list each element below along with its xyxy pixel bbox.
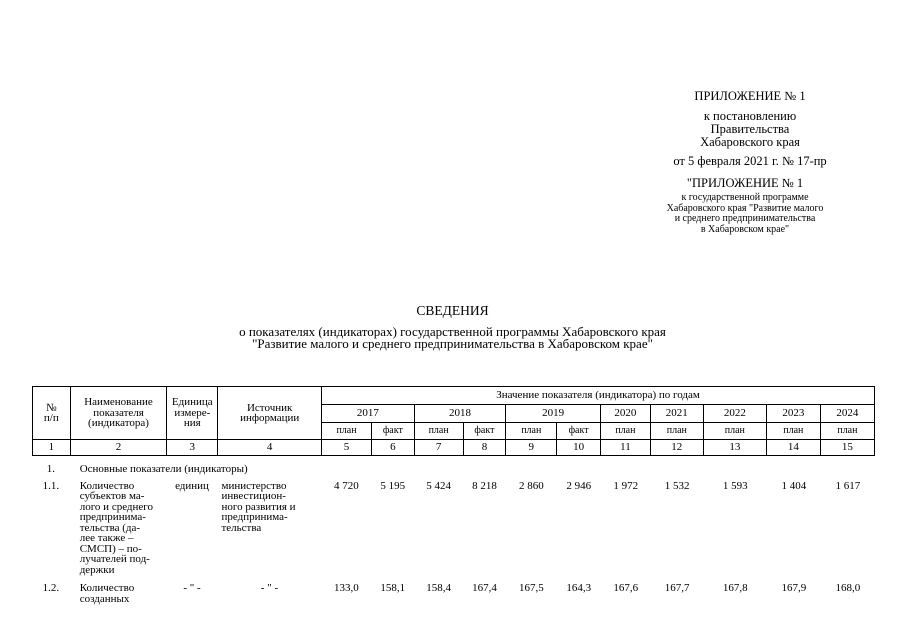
- document-heading: [200, 305, 705, 351]
- row-value: 1 617: [835, 479, 861, 492]
- row-name-line: тельства (да-: [79, 521, 141, 534]
- row-source: - " -: [260, 582, 279, 594]
- program-appendix-title: "ПРИЛОЖЕНИЕ № 1: [686, 176, 804, 190]
- row-source-line: предпринима-: [221, 511, 288, 523]
- header-plan: план: [600, 423, 650, 440]
- header-year: 2021: [650, 405, 703, 423]
- header-year: 2024: [820, 405, 874, 423]
- row-name-line: предпринима-: [79, 511, 146, 523]
- column-number: 11: [600, 440, 650, 456]
- header-plan: план: [766, 423, 820, 440]
- column-number: 10: [557, 440, 601, 456]
- indicators-table-header: [32, 386, 875, 456]
- column-number: 6: [371, 440, 414, 456]
- header-name-line: показателя: [93, 406, 144, 419]
- row-value: 167,4: [472, 582, 497, 594]
- row-name-line: лее также –: [79, 532, 134, 544]
- column-number: 9: [506, 440, 557, 456]
- row-name-line: СМСП) – по-: [79, 542, 142, 555]
- row-value: 158,4: [426, 582, 452, 594]
- header-unit-line: измере-: [174, 406, 211, 419]
- row-name-line: субъектов ма-: [79, 490, 145, 502]
- appendix-title: ПРИЛОЖЕНИЕ № 1: [694, 89, 806, 103]
- header-plan: план: [820, 423, 874, 440]
- header-year: 2022: [703, 405, 766, 423]
- section-row: [32, 464, 875, 481]
- header-year: 2017: [322, 405, 415, 423]
- table-row: [32, 481, 875, 576]
- appendix-date: от 5 февраля 2021 г. № 17-пр: [673, 154, 827, 168]
- header-values-group: Значение показателя (индикатора) по годам: [322, 387, 875, 405]
- header-plan: план: [650, 423, 703, 440]
- column-number: 3: [167, 440, 218, 456]
- header-plan: план: [703, 423, 766, 440]
- row-source-line: инвестицион-: [221, 490, 286, 502]
- row-unit: - " -: [183, 582, 201, 594]
- row-source: [217, 481, 321, 576]
- program-appendix-line: и среднего предпринимательства: [674, 213, 816, 224]
- header-name-line: (индикатора): [88, 417, 149, 430]
- row-name: [70, 583, 167, 604]
- column-number: 13: [703, 440, 766, 456]
- header-plan: план: [506, 423, 557, 440]
- header-source: [218, 387, 322, 440]
- document-title: СВЕДЕНИЯ: [416, 303, 489, 318]
- row-value: 2 946: [566, 479, 592, 492]
- section-label: Основные показатели (индикаторы): [79, 463, 248, 475]
- column-number: 15: [820, 440, 874, 456]
- row-name-line: лучателей под-: [79, 553, 150, 565]
- indicators-table-body: [32, 464, 875, 604]
- row-num: 1.2.: [42, 582, 60, 594]
- row-value: 8 218: [472, 479, 497, 492]
- row-source-line: министерство: [221, 479, 287, 492]
- header-unit-line: ния: [183, 417, 201, 430]
- header-name-line: Наименование: [84, 396, 153, 409]
- row-value: 167,9: [781, 582, 807, 594]
- header-fact: факт: [371, 423, 414, 440]
- column-numbers-row: [33, 440, 875, 456]
- row-name-line: Количество: [79, 479, 135, 492]
- header-fact: факт: [463, 423, 506, 440]
- header-source-line: Источник: [246, 401, 293, 414]
- row-name-line: лого и среднего: [79, 500, 154, 513]
- header-year: 2019: [506, 405, 601, 423]
- row-value: 1 532: [664, 479, 690, 492]
- row-value: 167,5: [519, 582, 544, 594]
- column-number: 4: [218, 440, 322, 456]
- section-num: 1.: [46, 463, 55, 475]
- column-number: 2: [70, 440, 167, 456]
- appendix-line: Хабаровского края: [700, 135, 800, 149]
- row-value: 133,0: [334, 582, 359, 594]
- table-row: [32, 583, 875, 604]
- header-unit-line: Единица: [171, 396, 213, 409]
- row-value: 167,7: [664, 582, 690, 594]
- row-unit: единиц: [175, 479, 209, 492]
- row-value: 1 593: [722, 479, 748, 492]
- header-plan: план: [414, 423, 463, 440]
- column-number: 12: [650, 440, 703, 456]
- program-appendix-block: [620, 177, 870, 235]
- header-unit: [167, 387, 218, 440]
- row-value: 4 720: [334, 479, 359, 492]
- program-appendix-line: в Хабаровском крае": [700, 223, 790, 235]
- row-value: 167,8: [722, 582, 748, 594]
- column-number: 7: [414, 440, 463, 456]
- program-appendix-line: Хабаровского края "Развитие малого: [666, 202, 824, 214]
- header-fact: факт: [557, 423, 601, 440]
- column-number: 1: [33, 440, 71, 456]
- program-appendix-line: к государственной программе: [681, 192, 809, 203]
- appendix-block: [640, 90, 860, 168]
- row-name-line: созданных: [79, 592, 130, 605]
- document-subtitle: о показателях (индикаторах) государственной программы Хабаровского края: [239, 323, 666, 339]
- row-value: 2 860: [519, 479, 544, 492]
- row-value: 164,3: [566, 582, 592, 594]
- appendix-line: к постановлению: [703, 109, 797, 123]
- header-plan: план: [322, 423, 372, 440]
- column-number: 5: [322, 440, 372, 456]
- row-value: 5 195: [380, 479, 406, 492]
- appendix-line: Правительства: [710, 122, 790, 136]
- header-num: [33, 387, 71, 440]
- header-year: 2020: [600, 405, 650, 423]
- row-value: 5 424: [426, 479, 452, 492]
- column-number: 14: [766, 440, 820, 456]
- column-number: 8: [463, 440, 506, 456]
- header-year: 2023: [766, 405, 820, 423]
- row-value: 167,6: [613, 582, 639, 594]
- row-name-line: держки: [79, 563, 115, 576]
- header-year: 2018: [414, 405, 506, 423]
- row-source-line: тельства: [221, 521, 262, 534]
- row-source-line: ного развития и: [221, 500, 296, 513]
- header-name: [70, 387, 167, 440]
- header-num-line: п/п: [43, 412, 59, 424]
- row-name-line: Количество: [79, 582, 135, 594]
- row-value: 168,0: [835, 582, 861, 594]
- row-value: 1 404: [781, 479, 807, 492]
- header-num-line: №: [46, 401, 57, 414]
- row-value: 158,1: [380, 582, 406, 594]
- row-num: 1.1.: [42, 479, 60, 492]
- header-source-line: информации: [240, 412, 300, 424]
- document-subtitle: "Развитие малого и среднего предпринимательства в Хабаровском крае": [252, 336, 653, 351]
- row-name: [70, 481, 167, 576]
- row-value: 1 972: [613, 479, 639, 492]
